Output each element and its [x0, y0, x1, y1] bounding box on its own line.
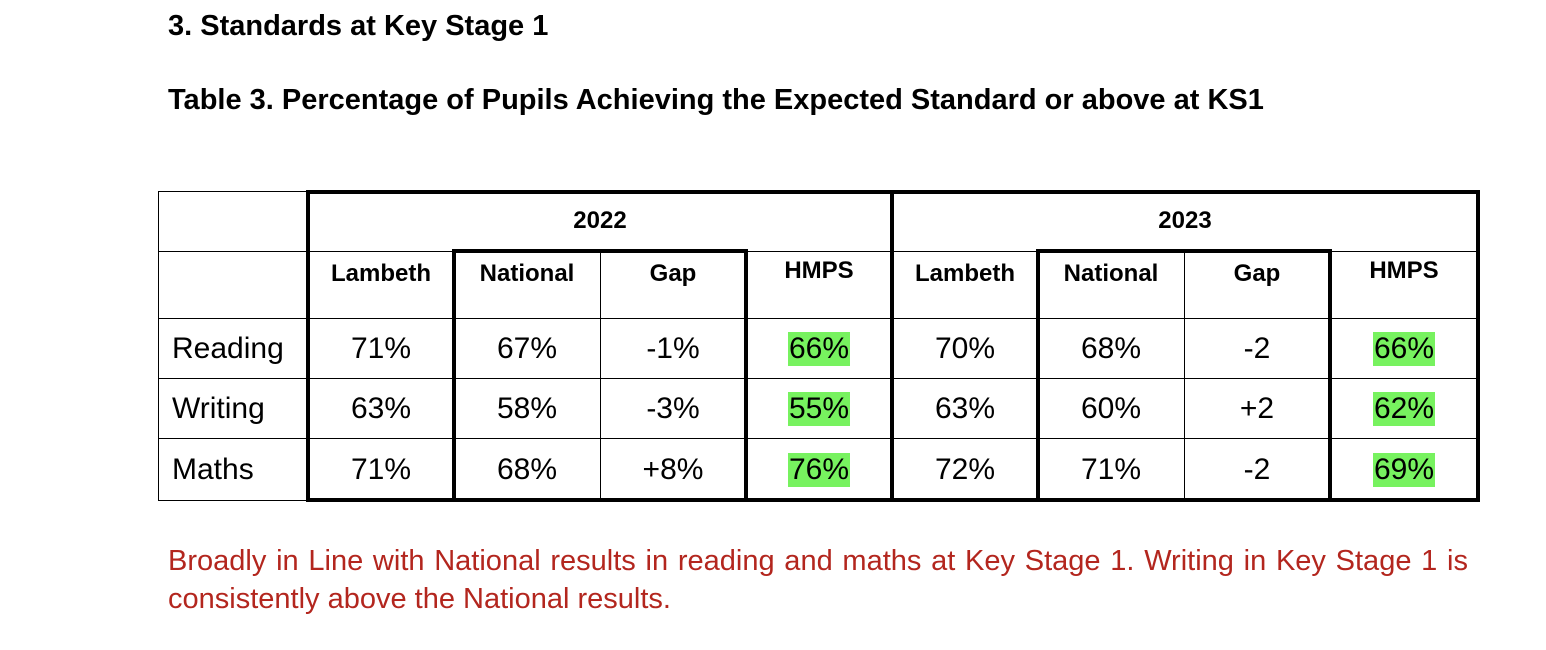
- col-header-lambeth-2023: Lambeth: [914, 260, 1015, 287]
- row-label-reading: Reading: [172, 332, 284, 365]
- hmps-highlight: 69%: [1373, 453, 1435, 486]
- row-label-writing: Writing: [172, 392, 265, 425]
- col-header-lambeth-2022: Lambeth: [330, 260, 431, 287]
- thick-border: [1476, 190, 1480, 502]
- results-table: [158, 191, 1478, 501]
- grid-line: [158, 318, 1478, 319]
- col-header-hmps-2023: HMPS: [1369, 257, 1439, 284]
- table-cell-hmps: [746, 439, 892, 501]
- hmps-highlight: 62%: [1373, 392, 1435, 425]
- year-header-2023: 2023: [1158, 207, 1212, 234]
- thick-border: [1036, 250, 1040, 502]
- grid-line: [158, 500, 308, 501]
- table-cell: -1%: [646, 332, 700, 365]
- table-cell: 70%: [934, 332, 996, 365]
- col-header-national-2023: National: [1063, 260, 1159, 287]
- table-cell: 68%: [496, 453, 558, 486]
- hmps-highlight: 55%: [788, 392, 850, 425]
- col-header-gap-2023: Gap: [1233, 260, 1281, 287]
- grid-line: [158, 378, 1478, 379]
- grid-line: [158, 191, 308, 192]
- table-cell: +8%: [642, 453, 704, 486]
- hmps-highlight: 66%: [1373, 332, 1435, 365]
- thick-border: [744, 250, 748, 502]
- grid-line: [600, 251, 601, 501]
- table-cell: 71%: [350, 453, 412, 486]
- hmps-highlight: 76%: [788, 453, 850, 486]
- table-cell: 67%: [496, 332, 558, 365]
- grid-line: [1184, 251, 1185, 501]
- row-label-maths: Maths: [172, 453, 254, 486]
- grid-line: [158, 191, 159, 501]
- thick-border: [1036, 249, 1332, 253]
- col-header-national-2022: National: [479, 260, 575, 287]
- table-cell: 71%: [1080, 453, 1142, 486]
- col-header-hmps-2022: HMPS: [784, 257, 854, 284]
- table-cell-hmps: [1330, 379, 1478, 439]
- thick-border: [306, 190, 310, 502]
- table-cell-hmps: [746, 319, 892, 379]
- section-heading: 3. Standards at Key Stage 1: [168, 10, 549, 42]
- table-cell: 71%: [350, 332, 412, 365]
- col-header-gap-2022: Gap: [649, 260, 697, 287]
- table-cell: 63%: [350, 392, 412, 425]
- table-cell: +2: [1239, 392, 1275, 425]
- table-cell: 63%: [934, 392, 996, 425]
- table-cell-hmps: [1330, 319, 1478, 379]
- year-header-2022: 2022: [573, 207, 627, 234]
- table-caption: Table 3. Percentage of Pupils Achieving the Expected Standard or above at KS1: [168, 84, 1264, 116]
- summary-note: Broadly in Line with National results in reading and maths at Key Stage 1. Writing in Key Stage 1 is consistently above the National results.: [168, 545, 1468, 615]
- table-cell: -3%: [646, 392, 700, 425]
- table-cell: 60%: [1080, 392, 1142, 425]
- table-cell: 72%: [934, 453, 996, 486]
- thick-border: [890, 190, 894, 502]
- table-cell-hmps: [1330, 439, 1478, 501]
- table-cell: -2: [1243, 453, 1271, 486]
- table-cell-hmps: [746, 379, 892, 439]
- thick-border: [1328, 250, 1332, 502]
- table-cell: 58%: [496, 392, 558, 425]
- hmps-highlight: 66%: [788, 332, 850, 365]
- table-cell: 68%: [1080, 332, 1142, 365]
- table-cell: -2: [1243, 332, 1271, 365]
- thick-border: [452, 250, 456, 502]
- thick-border: [452, 249, 748, 253]
- grid-line: [158, 438, 1478, 439]
